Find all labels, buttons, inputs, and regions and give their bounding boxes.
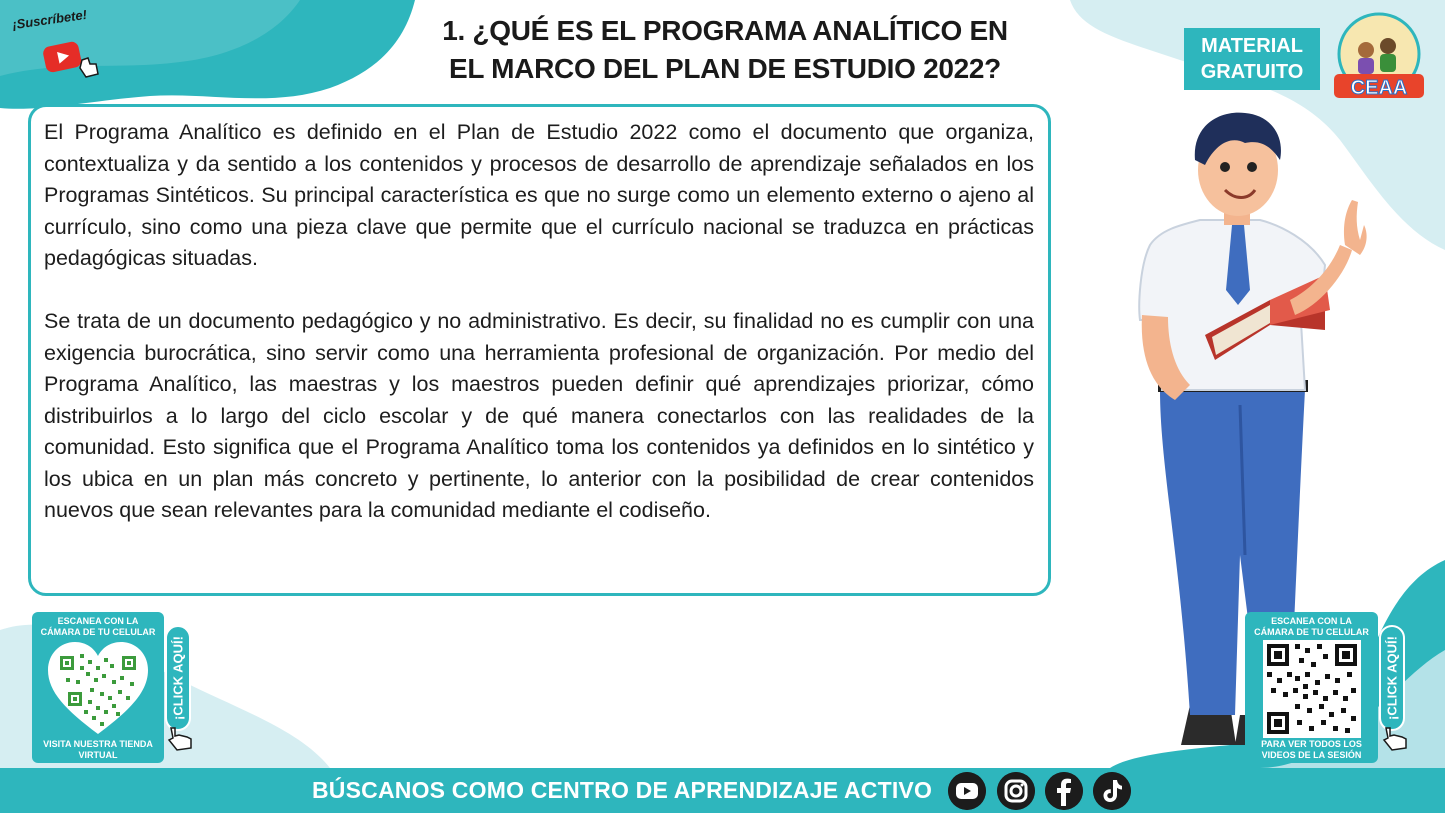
store-qr-card[interactable] — [32, 612, 164, 763]
videos-qr-footer-line-2: VIDEOS DE LA SESIÓN — [1261, 750, 1362, 760]
videos-hand-cursor-icon — [1380, 724, 1412, 752]
videos-qr-footer-line-1: PARA VER TODOS LOS — [1261, 739, 1362, 749]
tiktok-icon[interactable] — [1093, 772, 1131, 810]
logo-text: CEAA — [1350, 77, 1408, 99]
videos-click-here-tab[interactable] — [1379, 625, 1405, 731]
videos-qr-footer — [1245, 739, 1378, 761]
footer-bar — [0, 768, 1445, 813]
material-gratuito-badge — [1184, 28, 1320, 90]
facebook-icon[interactable] — [1045, 772, 1083, 810]
title-line-1: 1. ¿QUÉ ES EL PROGRAMA ANALÍTICO EN — [442, 15, 1008, 46]
store-qr-caption-line-2: CÁMARA DE TU CELULAR — [40, 627, 156, 637]
youtube-icon[interactable] — [948, 772, 986, 810]
store-qr-footer — [32, 739, 164, 761]
body-paragraph-1: El Programa Analítico es definido en el Plan de Estudio 2022 como el documento que organiza, contextualiza y da sentido a los contenidos y procesos de desarrollo de aprendizaje señalados en los Programas Sintéticos. Su principal característica es que no surge como un elemento externo o ajeno al currículo, sino como una pieza clave que permite que el currículo nacional se traduzca en prácticas pedagógicas situadas. — [44, 120, 1034, 270]
qr-code-icon — [1263, 640, 1361, 738]
store-qr-footer-line-1: VISITA NUESTRA TIENDA — [43, 739, 153, 749]
badge-line-2: GRATUITO — [1200, 61, 1304, 83]
footer-text: BÚSCANOS COMO CENTRO DE APRENDIZAJE ACTIVO — [312, 777, 933, 803]
store-click-here-tab[interactable] — [165, 625, 191, 731]
store-click-here-label: ¡CLICK AQUÍ! — [170, 635, 186, 721]
heart-qr-code-icon — [46, 640, 150, 736]
instagram-icon[interactable] — [997, 772, 1035, 810]
youtube-play-icon — [42, 38, 102, 78]
store-qr-caption-line-1: ESCANEA CON LA — [57, 616, 139, 626]
body-text-card — [28, 104, 1051, 596]
body-paragraph-2: Se trata de un documento pedagógico y no administrativo. Es decir, su finalidad no es cumplir con una exigencia burocrática, sino servir como una herramienta profesional de organización. Por medio del Programa Analítico, las maestras y los maestros pueden definir qué aprendizajes priorizar, cómo distribuirlos a lo largo del ciclo escolar y de qué manera conectarlos con las realidades de la comunidad. Esto significa que el Programa Analítico toma los contenidos ya definidos en lo sintético y los ubica en un plan más concreto y pertinente, lo anterior con la posibilidad de crear contenidos nuevos que sean relevantes para la comunidad mediante el codiseño. — [44, 309, 1034, 522]
store-hand-cursor-icon — [165, 724, 197, 752]
videos-qr-caption — [1245, 612, 1378, 638]
store-qr-caption — [32, 612, 164, 638]
store-qr-footer-line-2: VIRTUAL — [78, 750, 118, 760]
subscribe-sticker[interactable] — [11, 6, 112, 76]
badge-line-1: MATERIAL — [1201, 35, 1303, 57]
videos-qr-caption-line-1: ESCANEA CON LA — [1271, 616, 1352, 626]
ceaa-logo — [1330, 12, 1428, 102]
videos-qr-caption-line-2: CÁMARA DE TU CELULAR — [1254, 627, 1369, 637]
title-line-2: EL MARCO DEL PLAN DE ESTUDIO 2022? — [449, 53, 1001, 84]
videos-qr-card[interactable] — [1245, 612, 1378, 763]
page-title — [380, 12, 1070, 88]
videos-click-here-label: ¡CLICK AQUÍ! — [1384, 635, 1400, 721]
subscribe-label: ¡Suscríbete! — [11, 6, 88, 33]
